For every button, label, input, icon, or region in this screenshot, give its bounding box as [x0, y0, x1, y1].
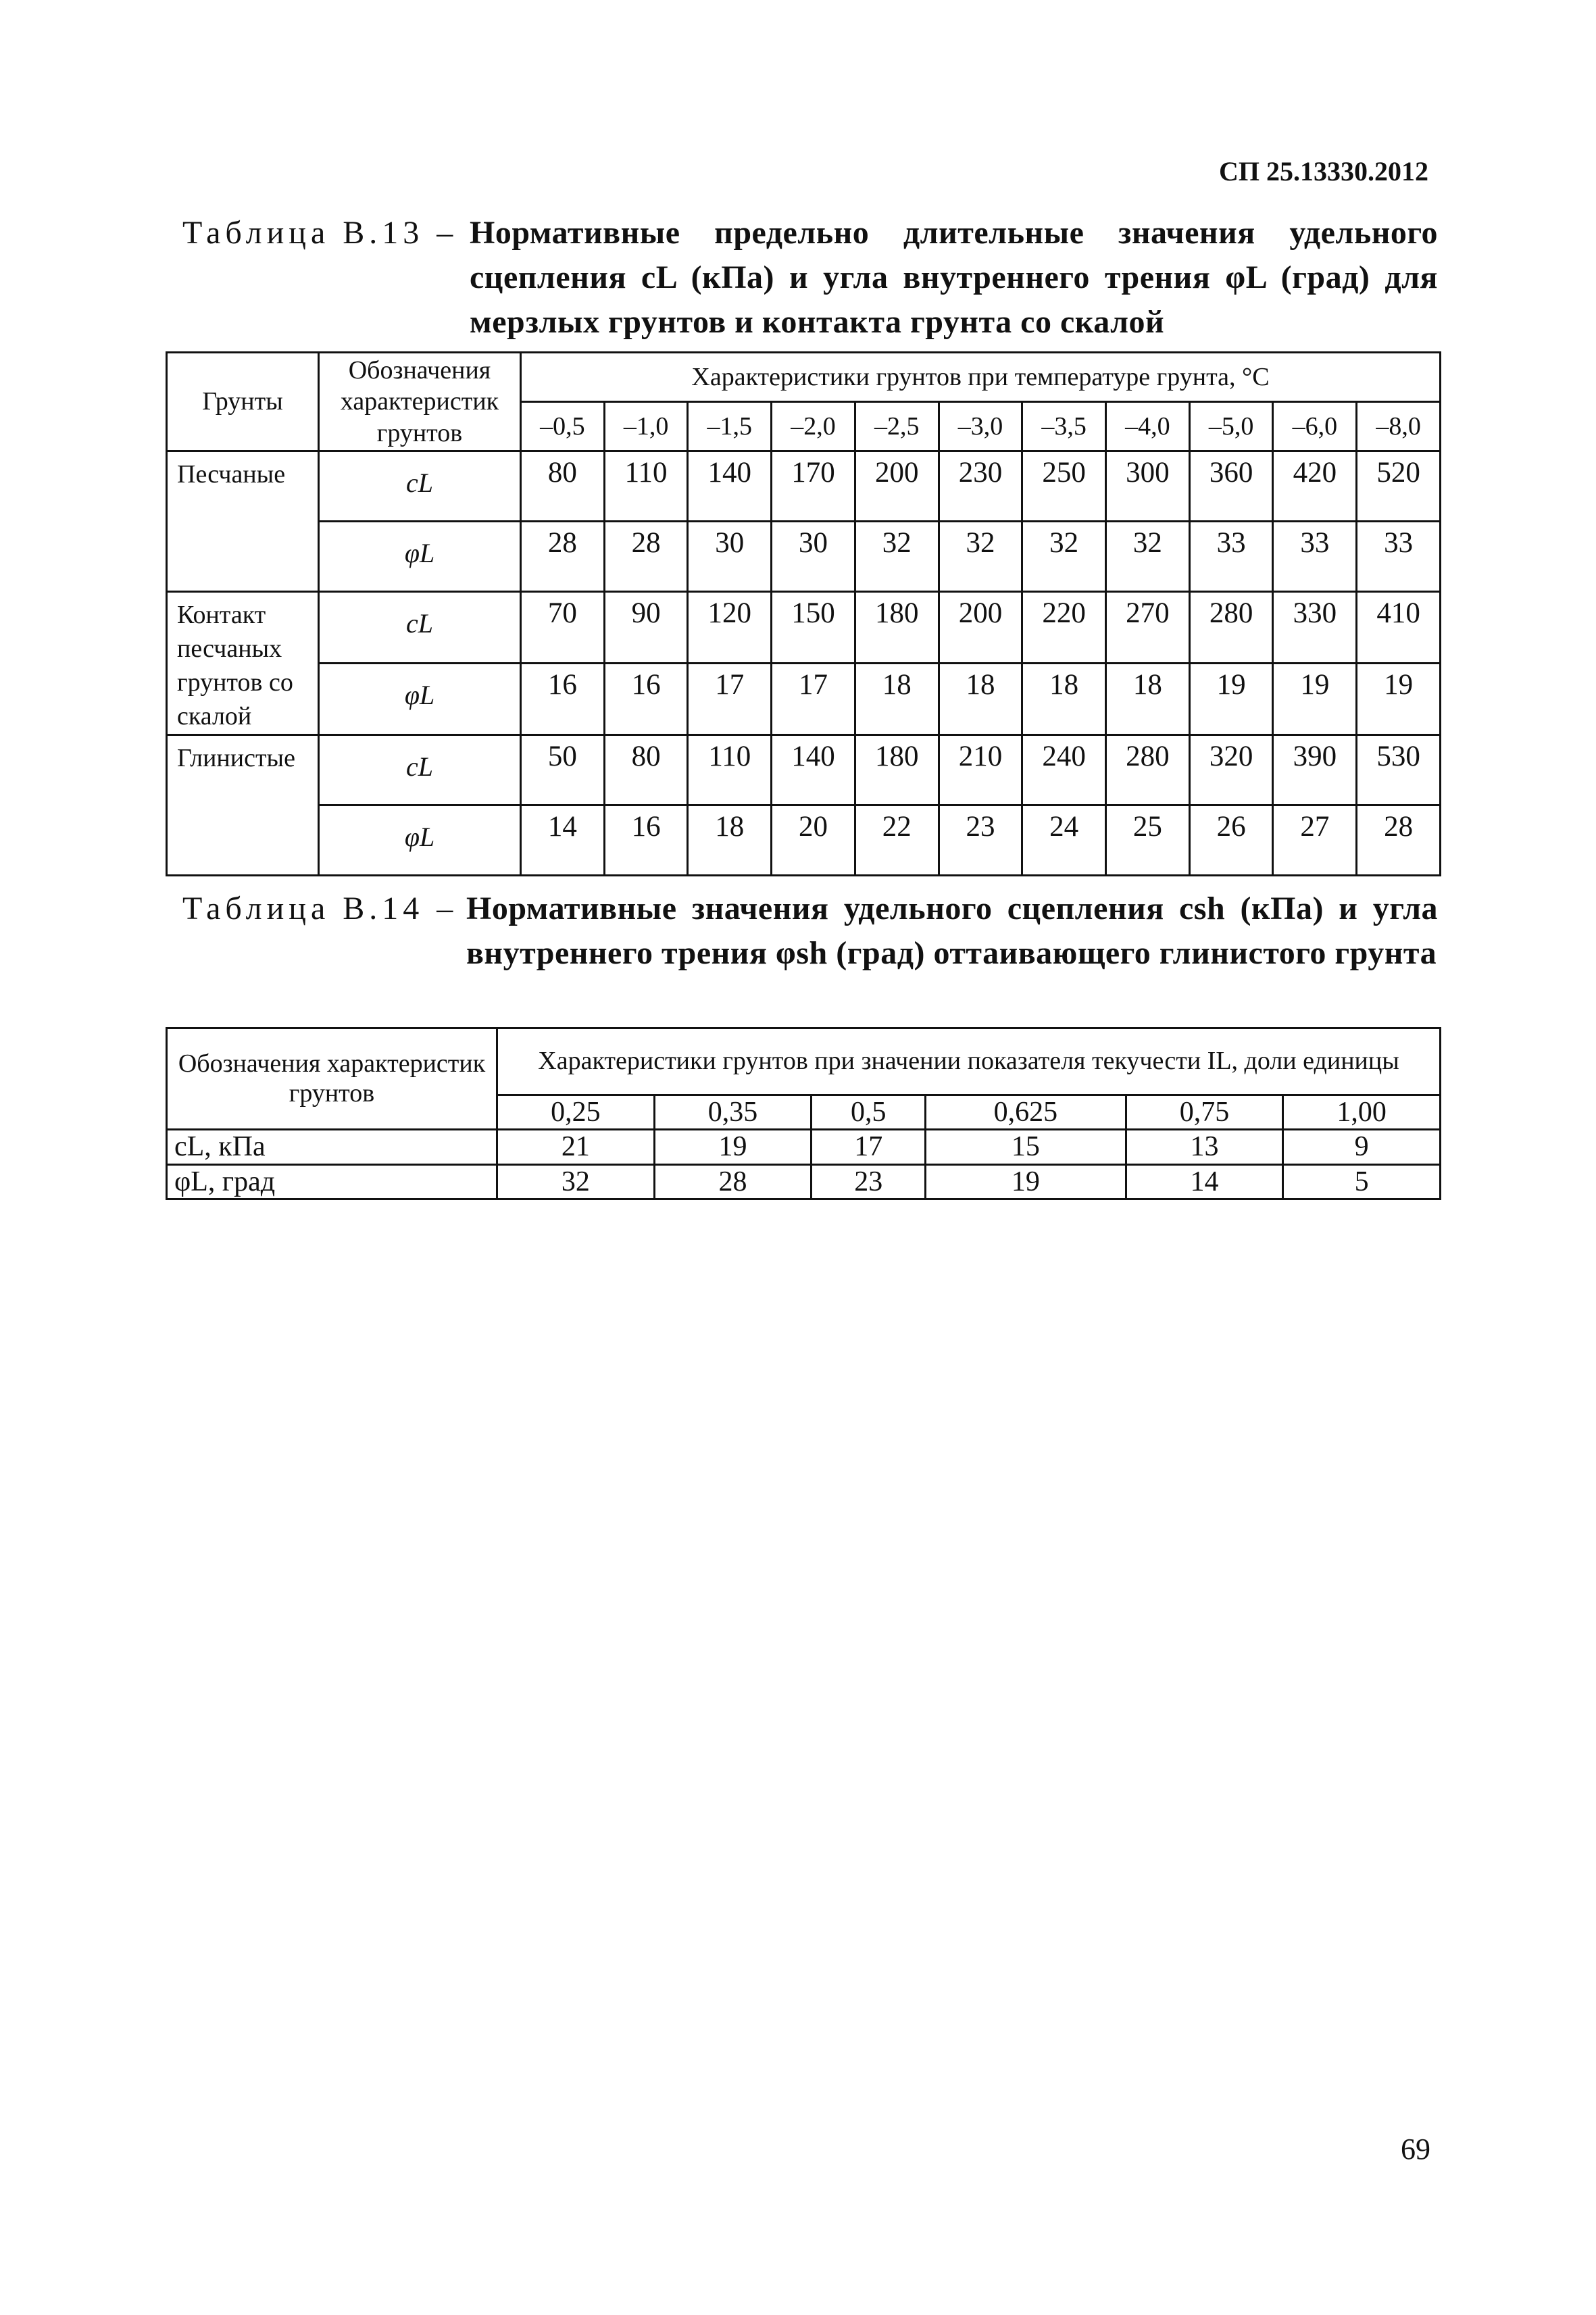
value-cell: 110 [688, 735, 772, 805]
value-cell: 18 [688, 805, 772, 875]
value-cell: 17 [772, 663, 855, 735]
table-row [167, 663, 1441, 735]
value-cell: 19 [1357, 663, 1441, 735]
value-cell: 28 [604, 522, 688, 592]
value-cell: 24 [1022, 805, 1106, 875]
symbol-cell: φL [319, 805, 521, 875]
table-row [167, 1164, 1441, 1199]
page-number: 69 [1401, 2133, 1430, 2166]
value-cell: 270 [1106, 592, 1190, 664]
value-cell: 15 [926, 1130, 1126, 1164]
value-cell: 26 [1189, 805, 1273, 875]
table-b14-caption [182, 887, 1438, 976]
value-cell: 19 [926, 1164, 1126, 1199]
symbol-cell: cL [319, 451, 521, 522]
value-cell: 410 [1357, 592, 1441, 664]
value-cell: 150 [772, 592, 855, 664]
column-header-symbol: Обозначения характеристик грунтов [167, 1028, 497, 1130]
temperature-header: –0,5 [521, 402, 605, 451]
table-b13-title: Нормативные предельно длительные значения удельного сцепления cL (кПа) и угла внутреннего трения φL (град) для мерзлых грунтов и контакта грунта со скалой [470, 215, 1438, 341]
value-cell: 50 [521, 735, 605, 805]
value-cell: 33 [1273, 522, 1357, 592]
il-value-header: 0,35 [654, 1095, 812, 1130]
value-cell: 21 [497, 1130, 655, 1164]
value-cell: 140 [688, 451, 772, 522]
value-cell: 200 [855, 451, 939, 522]
value-cell: 250 [1022, 451, 1106, 522]
value-cell: 16 [604, 805, 688, 875]
symbol-cell: φL [319, 522, 521, 592]
value-cell: 28 [1357, 805, 1441, 875]
value-cell: 33 [1357, 522, 1441, 592]
document-code: СП 25.13330.2012 [1219, 156, 1428, 186]
value-cell: 32 [497, 1164, 655, 1199]
table-b14-header-row [167, 1028, 1441, 1095]
soil-type-cell: Песчаные [167, 451, 319, 592]
characteristic-label-cell: φL, град [167, 1164, 497, 1199]
value-cell: 180 [855, 735, 939, 805]
soil-type-cell: Глинистые [167, 735, 319, 875]
value-cell: 140 [772, 735, 855, 805]
value-cell: 520 [1357, 451, 1441, 522]
temperature-header: –8,0 [1357, 402, 1441, 451]
value-cell: 22 [855, 805, 939, 875]
value-cell: 18 [855, 663, 939, 735]
value-cell: 9 [1283, 1130, 1441, 1164]
value-cell: 230 [939, 451, 1022, 522]
value-cell: 280 [1189, 592, 1273, 664]
il-value-header: 0,75 [1126, 1095, 1283, 1130]
value-cell: 28 [521, 522, 605, 592]
value-cell: 120 [688, 592, 772, 664]
value-cell: 360 [1189, 451, 1273, 522]
value-cell: 420 [1273, 451, 1357, 522]
value-cell: 32 [1022, 522, 1106, 592]
value-cell: 33 [1189, 522, 1273, 592]
il-value-header: 0,5 [812, 1095, 926, 1130]
value-cell: 17 [688, 663, 772, 735]
il-value-header: 1,00 [1283, 1095, 1441, 1130]
value-cell: 16 [604, 663, 688, 735]
characteristic-label-cell: cL, кПа [167, 1130, 497, 1164]
temperature-header: –3,0 [939, 402, 1022, 451]
temperature-header: –4,0 [1106, 402, 1190, 451]
value-cell: 18 [1106, 663, 1190, 735]
value-cell: 390 [1273, 735, 1357, 805]
table-row [167, 1130, 1441, 1164]
table-row [167, 451, 1441, 522]
value-cell: 30 [772, 522, 855, 592]
value-cell: 18 [939, 663, 1022, 735]
table-row [167, 735, 1441, 805]
table-b13 [166, 351, 1441, 876]
value-cell: 240 [1022, 735, 1106, 805]
value-cell: 300 [1106, 451, 1190, 522]
value-cell: 17 [812, 1130, 926, 1164]
table-b14-title: Нормативные значения удельного сцепления csh (кПа) и угла внутреннего трения φsh (град) оттаивающего глинистого грунта [466, 891, 1438, 972]
temperature-header: –1,0 [604, 402, 688, 451]
value-cell: 32 [939, 522, 1022, 592]
value-cell: 210 [939, 735, 1022, 805]
value-cell: 14 [1126, 1164, 1283, 1199]
table-row [167, 805, 1441, 875]
column-header-soil: Грунты [167, 353, 319, 451]
table-b14-label: Таблица В.14 – [182, 891, 458, 926]
column-header-temperature-group: Характеристики грунтов при температуре грунта, °С [521, 353, 1441, 402]
value-cell: 19 [1273, 663, 1357, 735]
value-cell: 80 [521, 451, 605, 522]
value-cell: 80 [604, 735, 688, 805]
value-cell: 19 [1189, 663, 1273, 735]
il-value-header: 0,625 [926, 1095, 1126, 1130]
value-cell: 180 [855, 592, 939, 664]
value-cell: 20 [772, 805, 855, 875]
value-cell: 27 [1273, 805, 1357, 875]
value-cell: 330 [1273, 592, 1357, 664]
table-b13-label: Таблица В.13 – [182, 215, 458, 251]
value-cell: 530 [1357, 735, 1441, 805]
symbol-cell: φL [319, 663, 521, 735]
value-cell: 14 [521, 805, 605, 875]
value-cell: 70 [521, 592, 605, 664]
value-cell: 23 [812, 1164, 926, 1199]
value-cell: 320 [1189, 735, 1273, 805]
value-cell: 30 [688, 522, 772, 592]
symbol-cell: cL [319, 592, 521, 664]
value-cell: 28 [654, 1164, 812, 1199]
soil-type-cell: Контакт песчаных грунтов со скалой [167, 592, 319, 735]
temperature-header: –6,0 [1273, 402, 1357, 451]
value-cell: 5 [1283, 1164, 1441, 1199]
value-cell: 90 [604, 592, 688, 664]
table-row [167, 592, 1441, 664]
value-cell: 23 [939, 805, 1022, 875]
value-cell: 170 [772, 451, 855, 522]
table-b14 [166, 1027, 1441, 1200]
temperature-header: –5,0 [1189, 402, 1273, 451]
column-header-il-group: Характеристики грунтов при значении показателя текучести IL, доли единицы [497, 1028, 1441, 1095]
table-b13-header-row [167, 353, 1441, 402]
value-cell: 25 [1106, 805, 1190, 875]
value-cell: 280 [1106, 735, 1190, 805]
table-b13-caption [182, 211, 1438, 345]
column-header-symbol: Обозначения характеристик грунтов [319, 353, 521, 451]
value-cell: 200 [939, 592, 1022, 664]
temperature-header: –2,0 [772, 402, 855, 451]
temperature-header: –3,5 [1022, 402, 1106, 451]
symbol-cell: cL [319, 735, 521, 805]
value-cell: 32 [855, 522, 939, 592]
value-cell: 19 [654, 1130, 812, 1164]
value-cell: 16 [521, 663, 605, 735]
table-row [167, 522, 1441, 592]
value-cell: 32 [1106, 522, 1190, 592]
temperature-header: –2,5 [855, 402, 939, 451]
il-value-header: 0,25 [497, 1095, 655, 1130]
value-cell: 13 [1126, 1130, 1283, 1164]
value-cell: 220 [1022, 592, 1106, 664]
value-cell: 110 [604, 451, 688, 522]
temperature-header: –1,5 [688, 402, 772, 451]
value-cell: 18 [1022, 663, 1106, 735]
